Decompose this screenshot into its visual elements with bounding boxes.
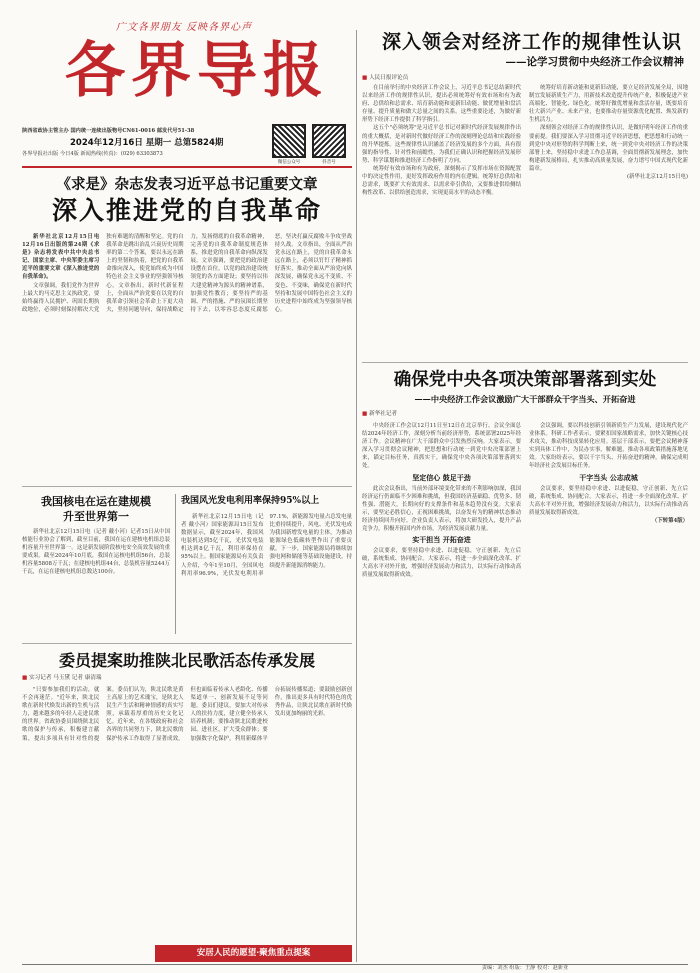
paragraph: 文章强调，我们党作为世界上最大的马克思主义执政党，要始终赢得人民拥护、巩固长期执政地位，必须时刻保持解决大党独有难题的清醒和坚定。党的自我革命是跳出治乱兴衰历史周期率的第二个答案，要以永远在路上的坚韧和执着，把党的自我革命推向深入，使党始终成为中国特色社会主义事业的坚强领导核心。文章指出，新时代新征程上，全面从严治党要在以党的自我革命引领社会革命上下更大功夫，坚持问题导向，保持战略定力，发扬彻底的自我革命精神，完善党的自我革命制度规范体系，推进党的自我革命向纵深发展。文章强调，要把党的政治建设摆在首位，以党的政治建设统领党的各方面建设；要坚持以伟大建党精神为源头的精神谱系，加强党性教育；要坚持严的基调、严的措施、严的氛围长期坚持下去，以零容忍态度反腐惩恶，坚决打赢反腐败斗争攻坚战持久战。文章指出，全面从严治党永远在路上，党的自我革命永远在路上，必须以钉钉子精神抓好落实，推动全面从严治党向纵深发展，确保党永远不变质、不变色、不变味，确保党在新时代坚持和发展中国特色社会主义的历史进程中始终成为坚强领导核心。 [22,234,352,313]
article-source [362,74,688,82]
masthead [22,14,352,164]
section-divider [362,362,688,363]
paragraph: 会议要求，要坚持稳中求进、以进促稳，守正创新、先立后破，系统集成、协同配合。大家表示，将进一步全面深化改革、扩大高水平对外开放，增强经济发展动力和活力，以实际行动推动高质量发展取得新成效。 [362,548,521,579]
economy-subhead-3: 实干担当 开拓奋进 [412,536,471,545]
qr-douyin-label: 抖音号 [322,160,336,165]
economy-column-right [529,422,688,932]
folk-body [22,686,352,926]
section-divider [22,643,352,644]
folk-byline-text: 实习记者 马玉黛 记者 康清瑞 [29,675,102,681]
wind-headline: 我国风光发电利用率保持95%以上 [181,496,320,506]
paragraph: 深刻领会对经济工作的规律性认识，是做好明年经济工作的重要前提。我们要深入学习贯彻习近平经济思想，把思想和行动统一到党中央对形势的科学判断上来，统一到党中央对经济工作的决策部署上来，坚持稳中求进工作总基调，全面贯彻新发展理念，加快构建新发展格局，扎实推动高质量发展，奋力谱写中国式现代化新篇章。 [529,125,688,172]
economy-source [362,410,688,418]
paragraph: 中央经济工作会议12月11日至12日在北京举行。会议全面总结2024年经济工作，深刻分析当前经济形势，系统部署2025年经济工作。会议精神在广大干部群众中引发热烈反响。大家表示，要深入学习贯彻会议精神，把思想和行动统一到党中央决策部署上来，锚定目标任务，真抓实干，确保党中央各项决策部署落到实处。 [362,423,521,470]
paragraph: 新华社北京12月15日电（记者 戴小河）国家能源局15日发布数据显示，截至2024年，我国风电装机达到5亿千瓦，光伏发电装机达到8亿千瓦，利用率保持在95%以上。据国家能源局有关负责人介绍，今年1至10月，全国风电利用率96.9%，光伏发电利用率97.1%，新能源发电量占总发电量比重持续提升，风电、光伏发电成为我国新增发电量的主体，为推动能源绿色低碳转型作出了重要贡献。下一步，国家能源局将继续加强电网和储能等基础设施建设，持续提升新能源消纳能力。 [181,514,352,577]
article-columns [362,84,688,354]
wind-body [181,513,352,633]
column-divider [175,494,176,634]
folk-byline [22,674,352,683]
article-subtitle: ——论学习贯彻中央经济工作会议精神 [505,56,684,68]
lead-body [22,233,352,473]
lead-dateline: 新华社北京12月15日电 12月16日出版的第24期《求是》杂志将发表中共中央总书记、国家主席、中央军委主席习近平的重要文章《深入推进党的自我革命》。 [22,234,100,281]
article-sign-off: (新华社北京12月15日电) [626,174,688,181]
square-bullet-icon: ■ [362,411,368,417]
masthead-info-1: 陕西省政协主管主办 国内统一连续出版物号CN61-0016 邮发代号51-38 [22,128,195,134]
lead-kicker: 《求是》杂志发表习近平总书记重要文章 [56,176,318,193]
folk-banner-text: 安居人民的愿望·聚焦重点提案 [196,948,311,958]
economy-subtitle: ——中央经济工作会议激励广大干部群众干字当头、开拓奋进 [414,394,636,404]
folk-banner [155,945,352,962]
folk-headline: 委员提案助推陕北民歌活态传承发展 [58,651,315,670]
article-economic-rules [362,30,688,360]
economy-body [362,422,688,932]
paragraph: 这五个"必须统筹"是习近平总书记对新时代经济发展规律作出的重大概括，是对新时代做好经济工作的深刻理论总结和实践经验的升华提炼。这些规律性认识涵盖了经济发展的多个方面，具有很强的指导性、针对性和前瞻性，为我们正确认识和把握经济发展形势、科学谋划和推进经济工作指明了方向。 [362,125,521,164]
article-column-left [362,84,521,354]
masthead-slogan: 广文各界朋友 反映各界心声 [115,22,253,33]
column-divider [356,30,357,962]
article-decisions [362,368,688,953]
article-self-revolution [22,175,352,480]
article-headline: 深入领会对经济工作的规律性认识 [382,31,683,53]
masthead-divider [22,166,352,168]
economy-column-left [362,422,521,932]
masthead-info-2: 各界导报社出版 今日4版 新闻热线(传真)：(029) 63303873 [22,151,163,157]
qr-code-wechat [272,124,306,158]
masthead-date: 2024年12月16日 星期一 总第5824期 [70,138,224,148]
paragraph: 统筹好培育新动能和更新旧动能，要立足经济发展全局，因地制宜发展新质生产力，用新技术改造提升传统产业，积极促进产业高端化、智能化、绿色化。统筹好做优增量和盘活存量，既要培育壮大新兴产业、未来产业，也要推动存量资源优化配置、焕发新的生机活力。 [529,85,688,124]
paragraph: 会议要求，要坚持稳中求进、以进促稳，守正创新、先立后破，系统集成、协同配合。大家表示，将进一步全面深化改革、扩大高水平对外开放，增强经济发展动力和活力，以实际行动推动高质量发展取得新成效。 [529,485,688,516]
economy-source-text: 新华社记者 [369,411,398,417]
nuclear-headline-1: 我国核电在运在建规模 [41,495,151,508]
article-source-text: 人民日报评论员 [369,75,409,81]
article-column-right [529,84,688,354]
paragraph: 会议强调，要以科技创新引领新质生产力发展，建设现代化产业体系。科研工作者表示，要紧扣国家战略需求，加快关键核心技术攻关，推动科技成果转化应用。基层干部表示，要把会议精神落实到具体工作中，为民办实事，解难题，推动各项政策措施落地见效。大家纷纷表示，要以干字当头、开拓奋进的精神，确保完成明年经济社会发展目标任务。 [529,423,688,470]
footer-credits: 责编：刘杰 组版：王静 校对：赵新亚 [481,965,569,971]
continue-note: （下转第4版） [651,517,688,524]
lead-headline: 深入推进党的自我革命 [51,196,322,225]
nuclear-body: 新华社北京12月15日电（记者 戴小河）记者15日从中国核能行业协会了解到，截至目前，我国在运在建核电机组总装机容量升至世界第一。这是新发展阶段核电安全高效发展的重要成果。截至2024年10月底，我国在运核电机组56台，总装机容量5808万千瓦；在建核电机组44台，总装机容量5244万千瓦，在运在建核电机组总数达100台。 [22,529,170,576]
article-wind-solar [181,494,352,644]
economy-subhead-2: 干字当头 公志成城 [579,473,638,482]
section-divider [22,486,352,487]
paragraph: 此次会议指出，当前外部环境变化带来的不利影响加深，我国经济运行仍面临不少困难和挑战，但我国经济基础稳、优势多、韧性强、潜能大，长期向好的支撑条件和基本趋势没有变。大家表示，要坚定必胜信心，正视困难挑战，以奋发有为的精神状态推动经济持续回升向好。企业负责人表示，将加大研发投入，提升产品竞争力，积极开拓国内外市场，为经济发展贡献力量。 [362,485,521,533]
qr-wechat-label: 微信公众号 [277,160,301,165]
article-folk-songs [22,650,352,950]
economy-subhead-1: 坚定信心 鼓足干劲 [412,473,471,482]
square-bullet-icon: ■ [22,675,28,681]
nuclear-headline-2: 升至世界第一 [63,510,129,523]
paragraph: "只要参加我们的活动，就不会再迷茫。"近年来，陕北民歌在新时代焕发出新的生机与活力，越来越多的年轻人走进民歌的世界。省政协委员围绕陕北民歌的保护与传承，积极建言献策，提出多项具有针对性的提案。委员们认为，陕北民歌是黄土高原上的艺术瑰宝，是陕北人民生产生活和精神情感的真实写照，承载着厚重的历史文化记忆。近年来，在各级政府和社会各界的共同努力下，陕北民歌的保护传承工作取得了显著成效，但也面临着传承人老龄化、传播渠道单一、创新发展不足等问题。委员们建议，要加大对传承人的扶持力度，建立健全传承人培养机制；要推动陕北民歌进校园、进社区，扩大受众群体；要加强数字化保护，利用新媒体平台拓展传播渠道；要鼓励创新创作，推出更多具有时代特色的优秀作品，让陕北民歌在新时代焕发出更加绚丽的光彩。 [22,687,352,742]
article-nuclear-power [22,494,170,644]
square-bullet-icon: ■ [362,75,368,81]
paragraph: 在目前举行的中央经济工作会议上，习近平总书记总结新时代以来经济工作的规律性认识，提出必须统筹好有效市场和有为政府、总供给和总需求、培育新动能和更新旧动能、做优增量和盘活存量、提升质量和做大总量之间的关系。这些重要论述，为做好新形势下经济工作提供了科学指引。 [362,85,521,124]
qr-code-douyin [312,124,346,158]
paragraph: 统筹好有效市场和有为政府，深刻揭示了发挥市场在资源配置中的决定性作用，更好发挥政府作用的内在逻辑。统筹好总供给和总需求，既要扩大有效需求、以需求牵引供给，又要推进供给侧结构性改革、以供给创造需求，实现更高水平的动态平衡。 [362,165,521,197]
masthead-title: 各界导报 [65,36,329,106]
economy-headline: 确保党中央各项决策部署落到实处 [393,370,657,390]
